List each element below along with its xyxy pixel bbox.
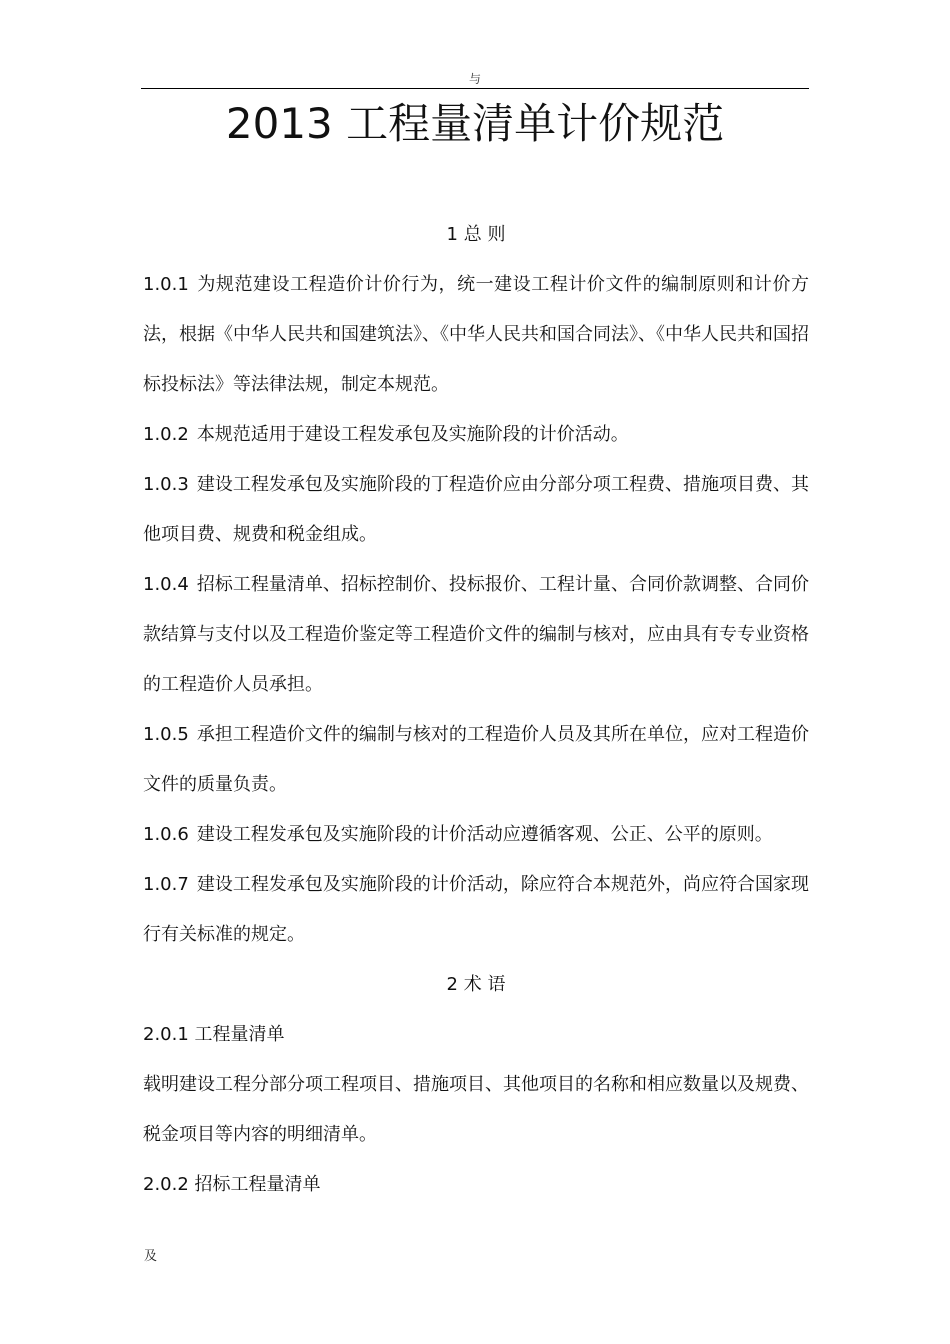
page-footer-text: 及 xyxy=(144,1249,158,1264)
header-rule xyxy=(141,88,809,89)
clause-text: 建设工程发承包及实施阶段的计价活动，除应符合本规范外，尚应符合国家现行有关标准的规定。 xyxy=(143,874,809,945)
clause-1-0-4 xyxy=(143,560,809,710)
term-label-2-0-1: 2.0.1 工程量清单 xyxy=(143,1024,285,1045)
clause-text: 为规范建设工程造价计价行为，统一建设工程计价文件的编制原则和计价方法，根据《中华人民共和国建筑法》、《中华人民共和国合同法》、《中华人民共和国招标投标法》等法律法规，制定本规范。 xyxy=(143,274,809,395)
clause-text: 建设工程发承包及实施阶段的计价活动应遵循客观、公正、公平的原则。 xyxy=(196,824,773,845)
term-definition-2-0-1: 载明建设工程分部分项工程项目、措施项目、其他项目的名称和相应数量以及规费、税金项目等内容的明细清单。 xyxy=(143,1074,809,1145)
section-heading-terms: 2 术 语 xyxy=(446,974,506,995)
section-heading-general: 1 总 则 xyxy=(446,224,506,245)
clause-number: 1.0.7 xyxy=(143,874,189,895)
clause-text: 招标工程量清单、招标控制价、投标报价、工程计量、合同价款调整、合同价款结算与支付以及工程造价鉴定等工程造价文件的编制与核对，应由具有专专业资格的工程造价人员承担。 xyxy=(143,574,809,695)
clause-number: 1.0.3 xyxy=(143,474,189,495)
term-label-2-0-2: 2.0.2 招标工程量清单 xyxy=(143,1174,321,1195)
clause-number: 1.0.1 xyxy=(143,274,189,295)
document-title: 2013 工程量清单计价规范 xyxy=(225,99,725,148)
clause-text: 建设工程发承包及实施阶段的丁程造价应由分部分项工程费、措施项目费、其他项目费、规费和税金组成。 xyxy=(143,474,809,545)
clause-1-0-5 xyxy=(143,710,809,810)
clause-number: 1.0.2 xyxy=(143,424,189,445)
clause-text: 承担工程造价文件的编制与核对的工程造价人员及其所在单位，应对工程造价文件的质量负责。 xyxy=(143,724,809,795)
clause-1-0-6 xyxy=(143,810,809,860)
clause-1-0-1 xyxy=(143,260,809,410)
clause-number: 1.0.5 xyxy=(143,724,189,745)
document-body xyxy=(143,210,809,1210)
page-header-text: 与 xyxy=(468,72,481,86)
clause-1-0-7 xyxy=(143,860,809,960)
clause-1-0-3 xyxy=(143,460,809,560)
clause-number: 1.0.4 xyxy=(143,574,189,595)
clause-number: 1.0.6 xyxy=(143,824,189,845)
clause-text: 本规范适用于建设工程发承包及实施阶段的计价活动。 xyxy=(196,424,629,445)
clause-1-0-2 xyxy=(143,410,809,460)
